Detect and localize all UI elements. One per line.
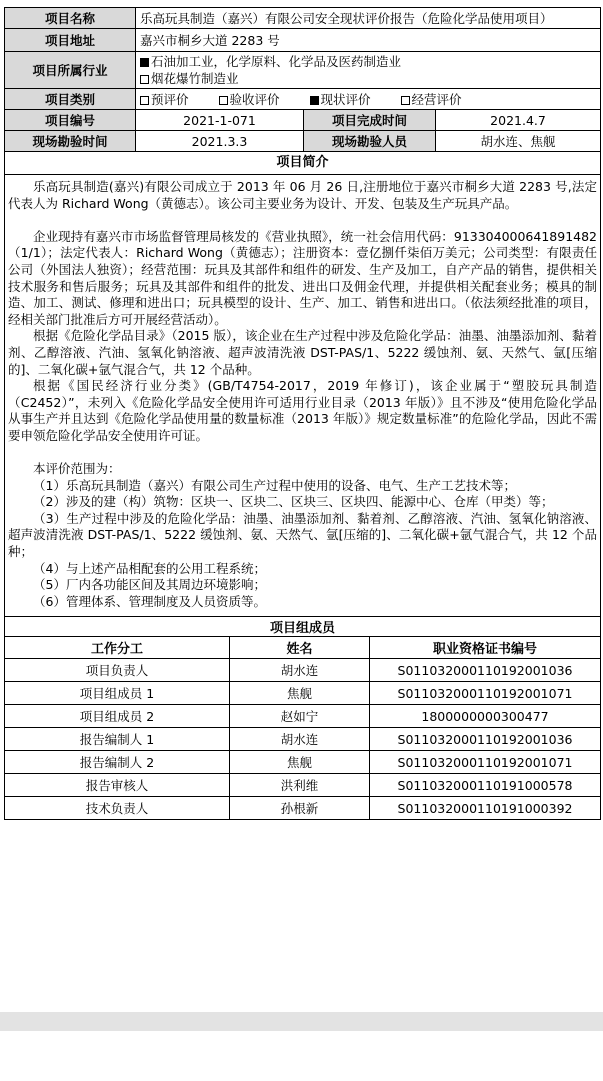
project-name-value: 乐高玩具制造（嘉兴）有限公司安全现状评价报告（危险化学品使用项目）	[136, 8, 601, 29]
table-row	[5, 682, 601, 705]
intro-paragraph: （1）乐高玩具制造（嘉兴）有限公司生产过程中使用的设备、电气、生产工艺技术等；	[33, 477, 516, 493]
members-table	[4, 617, 601, 820]
member-certificate: S011032000110191000392	[370, 797, 601, 820]
project-info-table	[4, 7, 601, 617]
column-header-certificate: 职业资格证书编号	[370, 637, 601, 659]
project-address-label: 项目地址	[5, 29, 136, 52]
project-industry-label: 项目所属行业	[5, 52, 136, 89]
intro-paragraph: （2）涉及的建（构）筑物：区块一、区块二、区块三、区块四、能源中心、仓库（甲类）等；	[33, 494, 554, 510]
category-option-acceptance	[219, 91, 280, 108]
checkbox-checked-icon	[140, 58, 149, 67]
checkbox-empty-icon	[219, 96, 228, 105]
table-row	[5, 728, 601, 751]
member-certificate: S011032000110192001071	[370, 751, 601, 774]
project-intro-cell	[5, 152, 601, 617]
member-name: 胡水连	[230, 728, 370, 751]
checkbox-empty-icon	[140, 75, 149, 84]
industry-option-fireworks	[140, 70, 596, 87]
member-role: 项目组成员 1	[5, 682, 230, 705]
survey-time-label: 现场勘验时间	[5, 131, 136, 152]
category-option-operation	[401, 91, 462, 108]
member-certificate: 1800000000300477	[370, 705, 601, 728]
intro-paragraph: （4）与上述产品相配套的公用工程系统；	[33, 560, 266, 576]
category-option-label: 现状评价	[320, 91, 371, 107]
member-role: 报告编制人 1	[5, 728, 230, 751]
survey-time-value: 2021.3.3	[136, 131, 304, 152]
intro-paragraph: 企业现持有嘉兴市市场监督管理局核发的《营业执照》，统一社会信用代码：913304000641891482（1/1）；法定代表人：Richard Wong（黄德志）；注册资本：壹亿捌仟柒佰万美元；公司类型：有限责任公司（外国法人独资）；经营范围：玩具及其部件和组件的研发、生产及加工，自产产品的销售，提供相关技术服务和售后服务；玩具及其部件和组件的批发、进出口及佣金代理，并提供相关配套业务；模具的制造、加工、测试、修理和进出口；玩具模型的设计、生产、加工、销售和进出口。（依法须经批准的项目，经相关部门批准后方可开展经营活动）。	[8, 228, 598, 327]
member-role: 技术负责人	[5, 797, 230, 820]
intro-paragraph: 乐高玩具制造(嘉兴)有限公司成立于 2013 年 06 月 26 日,注册地位于嘉兴市桐乡大道 2283 号,法定代表人为 Richard Wong（黄德志）。该公司主要业务为设计、开发、包装及生产玩具产品。	[8, 179, 598, 211]
column-header-name: 姓名	[230, 637, 370, 659]
table-row	[5, 797, 601, 820]
member-name: 孙根新	[230, 797, 370, 820]
project-category-label: 项目类别	[5, 89, 136, 110]
survey-people-value: 胡水连、焦舰	[436, 131, 601, 152]
project-name-label: 项目名称	[5, 8, 136, 29]
intro-paragraph: 本评价范围为：	[33, 461, 121, 477]
table-row	[5, 705, 601, 728]
member-role: 报告编制人 2	[5, 751, 230, 774]
industry-option-label: 石油加工业，化学原料、化学品及医药制造业	[151, 54, 402, 69]
project-address-value: 嘉兴市桐乡大道 2283 号	[136, 29, 601, 52]
member-role: 报告审核人	[5, 774, 230, 797]
checkbox-empty-icon	[401, 96, 410, 105]
category-option-label: 预评价	[151, 91, 189, 107]
intro-paragraph: （5）厂内各功能区间及其周边环境影响；	[33, 577, 266, 593]
member-name: 赵如宁	[230, 705, 370, 728]
category-option-label: 经营评价	[411, 91, 462, 107]
project-number-value: 2021-1-071	[136, 110, 304, 131]
project-number-label: 项目编号	[5, 110, 136, 131]
member-role: 项目组成员 2	[5, 705, 230, 728]
survey-people-label: 现场勘验人员	[304, 131, 436, 152]
member-certificate: S011032000110191000578	[370, 774, 601, 797]
project-industry-options	[136, 52, 601, 89]
report-page	[4, 7, 600, 820]
project-complete-value: 2021.4.7	[436, 110, 601, 131]
intro-paragraph: （3）生产过程中涉及的危险化学品：油墨、油墨添加剂、黏着剂、乙醇溶液、汽油、氢氧化钠溶液、超声波清洗液 DST-PAS/1、5222 缓蚀剂、氨、天然气、氩[压缩的]、二氧化碳+氩气混合气，共 12 个品种；	[8, 510, 598, 560]
table-row	[5, 751, 601, 774]
project-intro-title: 项目简介	[276, 155, 329, 170]
page-footer-bar	[0, 1012, 603, 1031]
industry-option-petrochem	[140, 53, 596, 70]
member-name: 洪利维	[230, 774, 370, 797]
intro-paragraph: （6）管理体系、管理制度及人员资质等。	[33, 593, 266, 609]
checkbox-checked-icon	[310, 96, 319, 105]
table-row	[5, 659, 601, 682]
member-certificate: S011032000110192001036	[370, 728, 601, 751]
category-option-pre	[140, 91, 189, 108]
intro-paragraph: 根据《危险化学品目录》（2015 版），该企业在生产过程中涉及危险化学品：油墨、油墨添加剂、黏着剂、乙醇溶液、汽油、氢氧化钠溶液、超声波清洗液 DST-PAS/1、5222 缓蚀剂、氨、天然气、氩[压缩的]、二氧化碳+氩气混合气，共 12 个品种。	[8, 328, 598, 377]
category-option-label: 验收评价	[229, 91, 280, 107]
category-option-current	[310, 91, 371, 108]
member-role: 项目负责人	[5, 659, 230, 682]
member-name: 焦舰	[230, 682, 370, 705]
column-header-role: 工作分工	[5, 637, 230, 659]
members-title: 项目组成员	[5, 617, 601, 637]
intro-paragraph: 根据《国民经济行业分类》(GB/T4754-2017，2019 年修订)，该企业属于“塑胶玩具制造（C2452）”，未列入《危险化学品安全使用许可适用行业目录（2013 年版）》且不涉及“使用危险化学品从事生产并且达到《危险化学品使用量的数量标准（2013 年版）》规定数量标准”的危险化学品，因此不需要申领危险化学品安全使用许可证。	[8, 378, 598, 443]
member-certificate: S011032000110192001036	[370, 659, 601, 682]
member-name: 焦舰	[230, 751, 370, 774]
member-certificate: S011032000110192001071	[370, 682, 601, 705]
project-complete-label: 项目完成时间	[304, 110, 436, 131]
member-name: 胡水连	[230, 659, 370, 682]
table-row	[5, 774, 601, 797]
project-category-options	[136, 89, 601, 110]
checkbox-empty-icon	[140, 96, 149, 105]
project-intro-body	[5, 174, 600, 616]
industry-option-label: 烟花爆竹制造业	[151, 71, 239, 86]
